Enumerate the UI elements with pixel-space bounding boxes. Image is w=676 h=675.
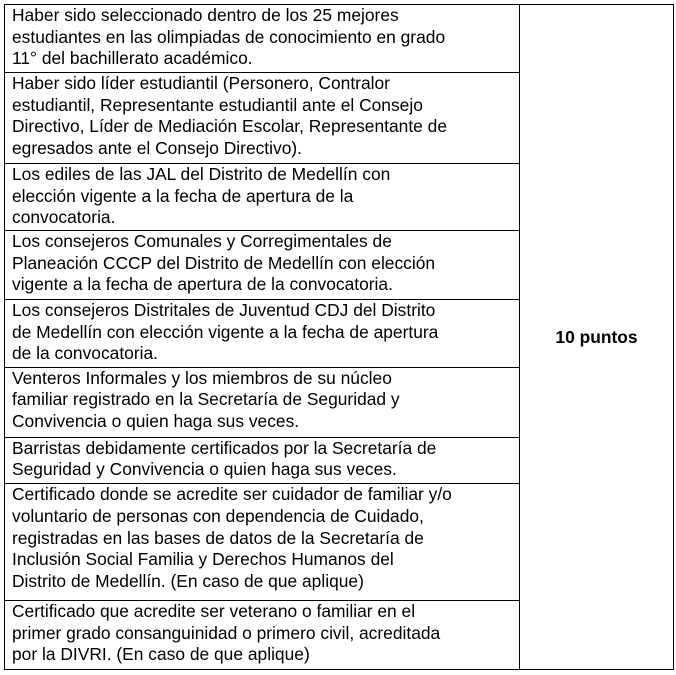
criterion-line: de Medellín con elección vigente a la fecha de apertura: [12, 321, 439, 342]
criteria-table-body: [5, 5, 674, 670]
criterion-cell-consejeros-cccp: [5, 231, 520, 300]
criterion-cell-ediles-jal: [5, 164, 520, 231]
criterion-line: familiar registrado en la Secretaría de Seguridad y: [12, 389, 400, 410]
criterion-line: elección vigente a la fecha de apertura de la: [12, 185, 354, 206]
criterion-line: por la DIVRI. (En caso de que aplique): [12, 644, 310, 665]
criterion-line: egresados ante el Consejo Directivo).: [12, 137, 302, 158]
criterion-line: Convivencia o quien haga sus veces.: [12, 411, 300, 432]
criterion-line: primer grado consanguinidad o primero civil, acreditada: [12, 622, 441, 643]
criterion-line: Barristas debidamente certificados por la Secretaría de: [12, 437, 437, 458]
criterion-line: Los ediles de las JAL del Distrito de Medellín con: [12, 164, 391, 185]
criterion-cell-cuidador: [5, 484, 520, 601]
criterion-line: Los consejeros Comunales y Corregimentales de: [12, 231, 392, 252]
criterion-line: Venteros Informales y los miembros de su núcleo: [12, 367, 392, 388]
criterion-line: 11° del bachillerato académico.: [12, 48, 253, 69]
criterion-line: Distrito de Medellín. (En caso de que aplique): [12, 570, 364, 591]
criterion-line: Certificado donde se acredite ser cuidador de familiar y/o: [12, 484, 452, 505]
criterion-line: Inclusión Social Familia y Derechos Humanos del: [12, 549, 394, 570]
criterion-line: Planeación CCCP del Distrito de Medellín con elección: [12, 252, 436, 273]
score-cell: [520, 5, 674, 670]
criterion-cell-lider-estudiantil: [5, 72, 520, 163]
criterion-line: Certificado que acredite ser veterano o familiar en el: [12, 600, 416, 621]
criterion-cell-veterano: [5, 600, 520, 669]
criterion-cell-olimpiadas: [5, 5, 520, 73]
table-row: [5, 5, 674, 73]
criterion-line: Los consejeros Distritales de Juventud CDJ del Distrito: [12, 299, 436, 320]
criterion-line: Haber sido líder estudiantil (Personero, Contralor: [12, 72, 390, 93]
criterion-line: voluntario de personas con dependencia de Cuidado,: [12, 506, 424, 527]
criterion-line: registradas en las bases de datos de la Secretaría de: [12, 527, 424, 548]
criteria-table: [4, 4, 674, 670]
criterion-line: estudiantes en las olimpiadas de conocimiento en grado: [12, 26, 446, 47]
criterion-line: Haber sido seleccionado dentro de los 25 mejores: [12, 5, 399, 25]
criterion-line: Seguridad y Convivencia o quien haga sus veces.: [12, 459, 397, 480]
criterion-cell-venteros-informales: [5, 367, 520, 437]
criterion-line: estudiantil, Representante estudiantil ante el Consejo: [12, 94, 423, 115]
criterion-line: Directivo, Líder de Mediación Escolar, Representante de: [12, 116, 448, 137]
criterion-cell-barristas: [5, 437, 520, 484]
score-value: 10 puntos: [555, 326, 638, 347]
criterion-line: vigente a la fecha de apertura de la convocatoria.: [12, 274, 393, 295]
criterion-line: convocatoria.: [12, 207, 116, 228]
criterion-line: de la convocatoria.: [12, 343, 158, 364]
criterion-cell-consejeros-cdj: [5, 299, 520, 367]
